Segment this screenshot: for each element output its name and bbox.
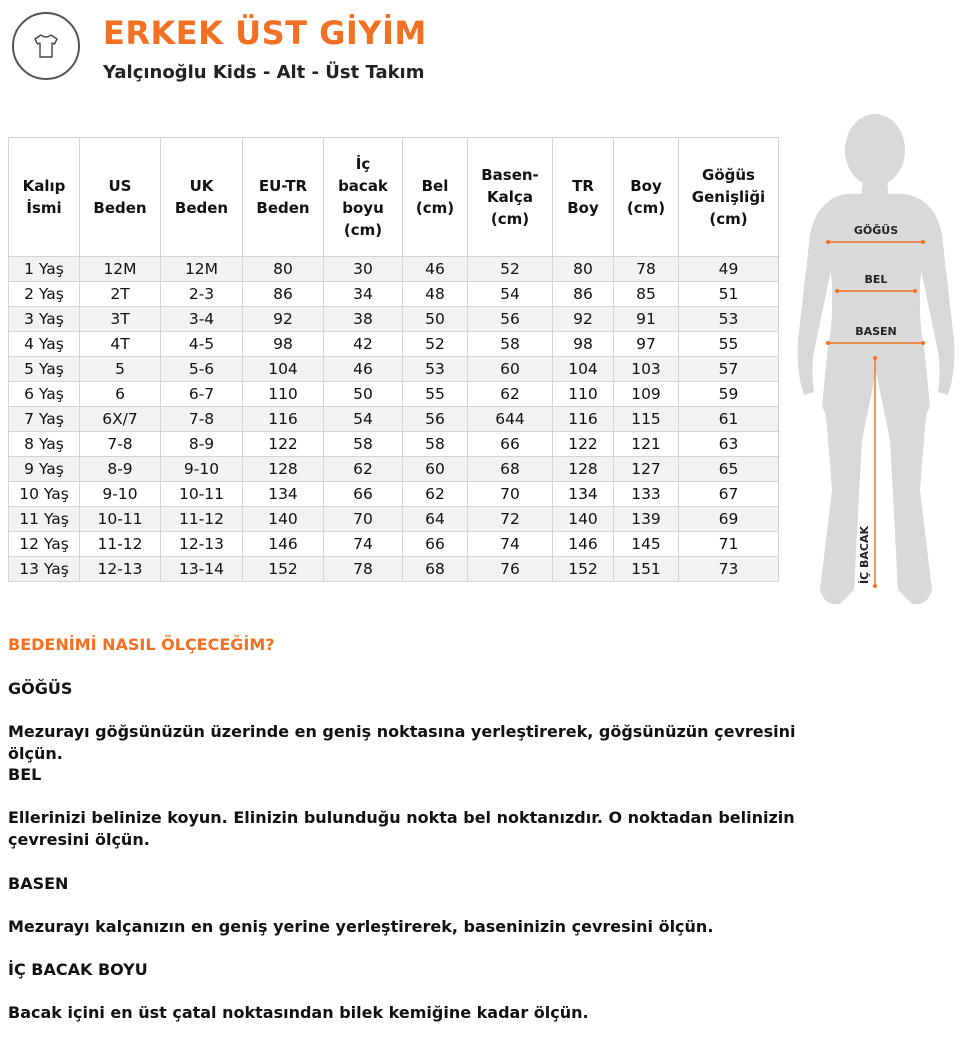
table-cell: 127 [614, 457, 679, 482]
table-cell: 97 [614, 332, 679, 357]
table-cell: 5-6 [161, 357, 243, 382]
table-cell: 146 [553, 532, 614, 557]
table-cell: 64 [403, 507, 468, 532]
table-cell: 3 Yaş [9, 307, 80, 332]
table-cell: 115 [614, 407, 679, 432]
column-header-line: Beden [256, 199, 310, 217]
table-cell: 110 [243, 382, 324, 407]
table-cell: 2 Yaş [9, 282, 80, 307]
table-cell: 12M [161, 257, 243, 282]
column-header [161, 138, 243, 257]
table-cell: 59 [679, 382, 779, 407]
table-cell: 116 [553, 407, 614, 432]
column-header-line: TR [572, 177, 594, 195]
table-cell: 53 [403, 357, 468, 382]
table-cell: 52 [468, 257, 553, 282]
page-subtitle: Yalçınoğlu Kids - Alt - Üst Takım [103, 62, 425, 83]
column-header-line: Basen- [481, 166, 539, 184]
table-row [9, 432, 779, 457]
table-cell: 2-3 [161, 282, 243, 307]
table-cell: 71 [679, 532, 779, 557]
table-cell: 58 [324, 432, 403, 457]
table-cell: 128 [243, 457, 324, 482]
chest-label: GÖĞÜS [853, 224, 899, 237]
table-cell: 9 Yaş [9, 457, 80, 482]
column-header-line: İç [355, 155, 371, 173]
table-cell: 12M [80, 257, 161, 282]
table-cell: 3T [80, 307, 161, 332]
table-row [9, 282, 779, 307]
table-cell: 67 [679, 482, 779, 507]
column-header-line: EU-TR [258, 177, 308, 195]
table-cell: 7 Yaş [9, 407, 80, 432]
table-row [9, 307, 779, 332]
logo-badge [12, 12, 80, 80]
table-cell: 13 Yaş [9, 557, 80, 582]
column-header-line: Boy [567, 199, 599, 217]
table-cell: 55 [679, 332, 779, 357]
table-cell: 9-10 [80, 482, 161, 507]
table-cell: 134 [553, 482, 614, 507]
body-measurement-figure [788, 110, 960, 606]
table-header-row [9, 138, 779, 257]
column-header-line: US [108, 177, 132, 195]
column-header [679, 138, 779, 257]
table-cell: 34 [324, 282, 403, 307]
table-cell: 12-13 [161, 532, 243, 557]
table-cell: 42 [324, 332, 403, 357]
table-cell: 11 Yaş [9, 507, 80, 532]
table-cell: 65 [679, 457, 779, 482]
table-cell: 104 [243, 357, 324, 382]
table-cell: 12 Yaş [9, 532, 80, 557]
column-header [614, 138, 679, 257]
table-cell: 6-7 [161, 382, 243, 407]
table-cell: 116 [243, 407, 324, 432]
column-header-line: boyu [342, 199, 384, 217]
table-cell: 63 [679, 432, 779, 457]
table-cell: 5 [80, 357, 161, 382]
table-cell: 86 [243, 282, 324, 307]
table-cell: 152 [243, 557, 324, 582]
table-cell: 30 [324, 257, 403, 282]
table-cell: 1 Yaş [9, 257, 80, 282]
table-cell: 62 [324, 457, 403, 482]
table-cell: 10 Yaş [9, 482, 80, 507]
column-header [80, 138, 161, 257]
column-header-line: Genişliği [691, 188, 766, 206]
table-cell: 644 [468, 407, 553, 432]
table-cell: 98 [553, 332, 614, 357]
inseam-line [873, 356, 877, 588]
tshirt-icon [31, 31, 61, 61]
table-cell: 5 Yaş [9, 357, 80, 382]
table-row [9, 382, 779, 407]
table-cell: 122 [243, 432, 324, 457]
table-cell: 109 [614, 382, 679, 407]
table-cell: 49 [679, 257, 779, 282]
table-cell: 54 [468, 282, 553, 307]
table-cell: 103 [614, 357, 679, 382]
table-cell: 66 [403, 532, 468, 557]
table-cell: 69 [679, 507, 779, 532]
table-cell: 54 [324, 407, 403, 432]
table-cell: 60 [468, 357, 553, 382]
table-cell: 140 [553, 507, 614, 532]
table-cell: 68 [468, 457, 553, 482]
table-cell: 10-11 [80, 507, 161, 532]
table-cell: 68 [403, 557, 468, 582]
table-cell: 152 [553, 557, 614, 582]
table-cell: 6X/7 [80, 407, 161, 432]
table-cell: 66 [324, 482, 403, 507]
table-cell: 85 [614, 282, 679, 307]
inseam-label: İÇ BACAK [858, 525, 871, 584]
table-cell: 50 [324, 382, 403, 407]
table-cell: 91 [614, 307, 679, 332]
table-cell: 7-8 [80, 432, 161, 457]
table-cell: 10-11 [161, 482, 243, 507]
table-cell: 70 [468, 482, 553, 507]
hip-title: BASEN [8, 874, 69, 893]
table-cell: 11-12 [80, 532, 161, 557]
table-cell: 55 [403, 382, 468, 407]
table-cell: 122 [553, 432, 614, 457]
table-cell: 9-10 [161, 457, 243, 482]
table-cell: 38 [324, 307, 403, 332]
table-cell: 78 [614, 257, 679, 282]
column-header-line: (cm) [709, 210, 748, 228]
table-cell: 53 [679, 307, 779, 332]
table-cell: 80 [553, 257, 614, 282]
table-cell: 56 [468, 307, 553, 332]
table-cell: 70 [324, 507, 403, 532]
column-header-line: Kalça [487, 188, 533, 206]
table-cell: 4T [80, 332, 161, 357]
column-header-line: (cm) [415, 199, 455, 217]
column-header [324, 138, 403, 257]
table-cell: 133 [614, 482, 679, 507]
table-cell: 66 [468, 432, 553, 457]
table-cell: 56 [403, 407, 468, 432]
column-header [9, 138, 80, 257]
column-header-line: Beden [174, 199, 229, 217]
table-cell: 73 [679, 557, 779, 582]
column-header [243, 138, 324, 257]
table-cell: 134 [243, 482, 324, 507]
table-body [9, 257, 779, 582]
table-cell: 151 [614, 557, 679, 582]
table-cell: 58 [468, 332, 553, 357]
hip-label: BASEN [855, 325, 897, 338]
column-header-line: Boy [630, 177, 662, 195]
column-header [468, 138, 553, 257]
table-cell: 51 [679, 282, 779, 307]
column-header-line: Göğüs [702, 166, 755, 184]
table-row [9, 457, 779, 482]
table-cell: 98 [243, 332, 324, 357]
table-cell: 62 [403, 482, 468, 507]
table-cell: 4-5 [161, 332, 243, 357]
table-cell: 86 [553, 282, 614, 307]
table-cell: 92 [243, 307, 324, 332]
column-header-line: (cm) [343, 221, 383, 239]
table-cell: 46 [403, 257, 468, 282]
table-cell: 58 [403, 432, 468, 457]
table-cell: 8-9 [80, 457, 161, 482]
chest-text: Mezurayı göğsünüzün üzerinde en geniş noktasına yerleştirerek, göğsünüzün çevresini ölçün. [8, 722, 796, 763]
waist-title: BEL [8, 765, 42, 784]
table-cell: 61 [679, 407, 779, 432]
table-cell: 72 [468, 507, 553, 532]
column-header-line: bacak [338, 177, 388, 195]
table-cell: 46 [324, 357, 403, 382]
table-cell: 128 [553, 457, 614, 482]
table-cell: 50 [403, 307, 468, 332]
table-cell: 80 [243, 257, 324, 282]
waist-text: Ellerinizi belinize koyun. Elinizin bulunduğu nokta bel noktanızdır. O noktadan belinizin çevresini ölçün. [8, 808, 795, 849]
table-cell: 62 [468, 382, 553, 407]
table-cell: 6 Yaş [9, 382, 80, 407]
table-row [9, 332, 779, 357]
table-cell: 60 [403, 457, 468, 482]
table-cell: 52 [403, 332, 468, 357]
table-row [9, 357, 779, 382]
table-row [9, 482, 779, 507]
table-row [9, 257, 779, 282]
inseam-title: İÇ BACAK BOYU [8, 960, 148, 979]
table-cell: 92 [553, 307, 614, 332]
table-cell: 139 [614, 507, 679, 532]
table-cell: 140 [243, 507, 324, 532]
column-header-line: Bel [421, 177, 449, 195]
column-header-line: UK [189, 177, 214, 195]
table-cell: 110 [553, 382, 614, 407]
table-cell: 12-13 [80, 557, 161, 582]
waist-label: BEL [864, 273, 888, 286]
table-cell: 2T [80, 282, 161, 307]
table-cell: 8-9 [161, 432, 243, 457]
table-cell: 74 [468, 532, 553, 557]
size-table [8, 137, 779, 582]
page-title: ERKEK ÜST GİYİM [103, 14, 427, 52]
table-cell: 13-14 [161, 557, 243, 582]
table-row [9, 557, 779, 582]
chest-title: GÖĞÜS [8, 679, 73, 698]
table-cell: 146 [243, 532, 324, 557]
table-cell: 48 [403, 282, 468, 307]
table-cell: 4 Yaş [9, 332, 80, 357]
guide-heading: BEDENİMİ NASIL ÖLÇECEĞİM? [8, 635, 275, 654]
hip-text: Mezurayı kalçanızın en geniş yerine yerleştirerek, baseninizin çevresini ölçün. [8, 917, 714, 936]
table-cell: 11-12 [161, 507, 243, 532]
table-cell: 3-4 [161, 307, 243, 332]
column-header-line: Beden [93, 199, 147, 217]
table-cell: 74 [324, 532, 403, 557]
table-row [9, 507, 779, 532]
table-cell: 57 [679, 357, 779, 382]
column-header-line: (cm) [626, 199, 666, 217]
table-cell: 121 [614, 432, 679, 457]
table-cell: 104 [553, 357, 614, 382]
column-header [553, 138, 614, 257]
table-cell: 7-8 [161, 407, 243, 432]
table-cell: 78 [324, 557, 403, 582]
table-row [9, 532, 779, 557]
table-cell: 76 [468, 557, 553, 582]
table-row [9, 407, 779, 432]
inseam-text: Bacak içini en üst çatal noktasından bilek kemiğine kadar ölçün. [8, 1003, 589, 1022]
table-cell: 8 Yaş [9, 432, 80, 457]
table-cell: 6 [80, 382, 161, 407]
column-header-line: Kalıp [22, 177, 66, 195]
column-header-line: İsmi [26, 199, 62, 217]
table-cell: 145 [614, 532, 679, 557]
column-header [403, 138, 468, 257]
column-header-line: (cm) [490, 210, 530, 228]
